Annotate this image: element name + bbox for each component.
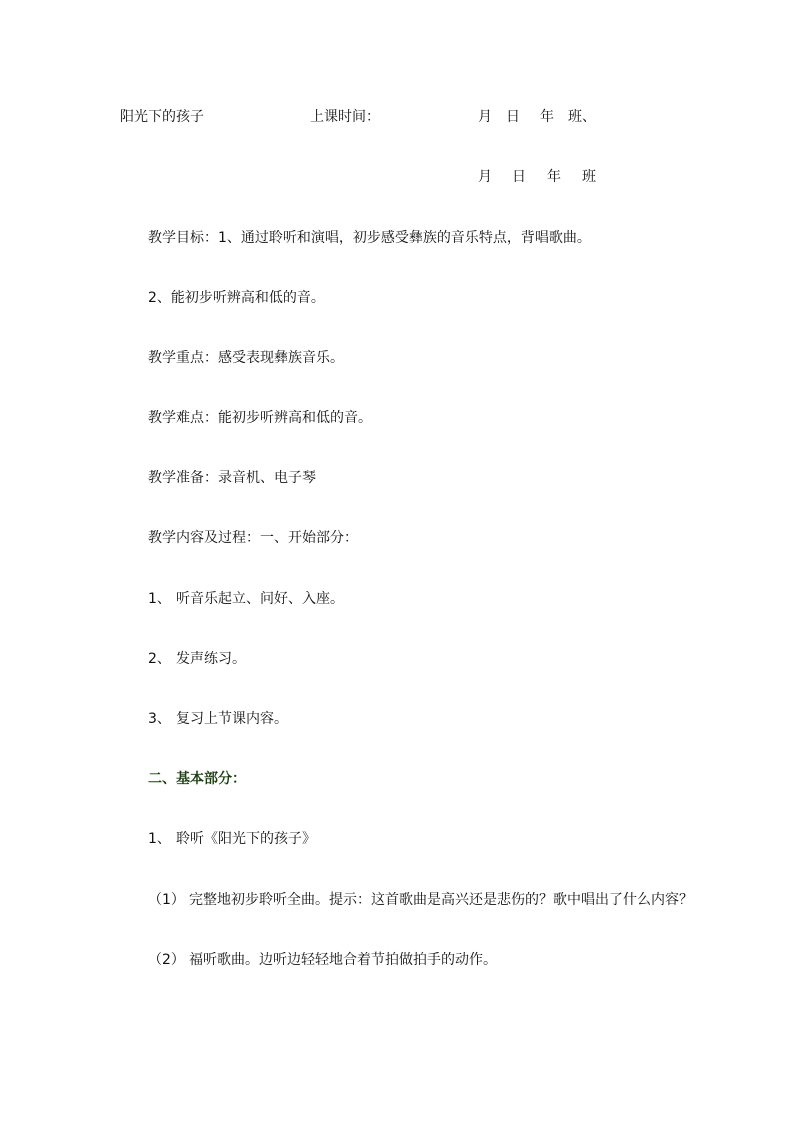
basic-step-1-num: 1、 — [148, 831, 171, 847]
basic-heading: 二、基本部分： — [148, 771, 246, 787]
class-label: 班、 — [568, 109, 596, 125]
process-intro: 教学内容及过程：一、开始部分： — [148, 530, 358, 546]
start-step-2-num: 2、 — [148, 651, 171, 667]
preparation: 教学准备：录音机、电子琴 — [148, 470, 316, 486]
teaching-goal-2: 2、能初步听辨高和低的音。 — [148, 290, 325, 306]
grade-label-2: 年 — [547, 169, 561, 185]
teaching-goal: 教学目标：1、通过聆听和演唱，初步感受彝族的音乐特点，背唱歌曲。 — [148, 230, 591, 246]
start-step-3-num: 3、 — [148, 711, 171, 727]
day-label-2: 日 — [512, 169, 526, 185]
start-step-2: 发声练习。 — [176, 651, 246, 667]
difficulty: 教学难点：能初步听辨高和低的音。 — [148, 410, 372, 426]
month-label-2: 月 — [478, 169, 492, 185]
sub-step-1: 完整地初步聆听全曲。提示：这首歌曲是高兴还是悲伤的？歌中唱出了什么内容？ — [189, 892, 693, 908]
grade-label: 年 — [540, 109, 554, 125]
basic-step-1: 聆听《阳光下的孩子》 — [176, 831, 316, 847]
lesson-title: 阳光下的孩子 — [120, 109, 204, 125]
month-label: 月 — [478, 109, 492, 125]
sub-step-2-num: （2） — [148, 952, 185, 968]
key-point: 教学重点：感受表现彝族音乐。 — [148, 350, 344, 366]
start-step-1-num: 1、 — [148, 591, 171, 607]
start-step-1: 听音乐起立、问好、入座。 — [176, 591, 344, 607]
sub-step-2: 福听歌曲。边听边轻轻地合着节拍做拍手的动作。 — [189, 952, 497, 968]
class-label-2: 班 — [582, 169, 596, 185]
sub-step-1-num: （1） — [148, 892, 185, 908]
day-label: 日 — [506, 109, 520, 125]
class-time-label: 上课时间： — [310, 109, 380, 125]
start-step-3: 复习上节课内容。 — [176, 711, 288, 727]
